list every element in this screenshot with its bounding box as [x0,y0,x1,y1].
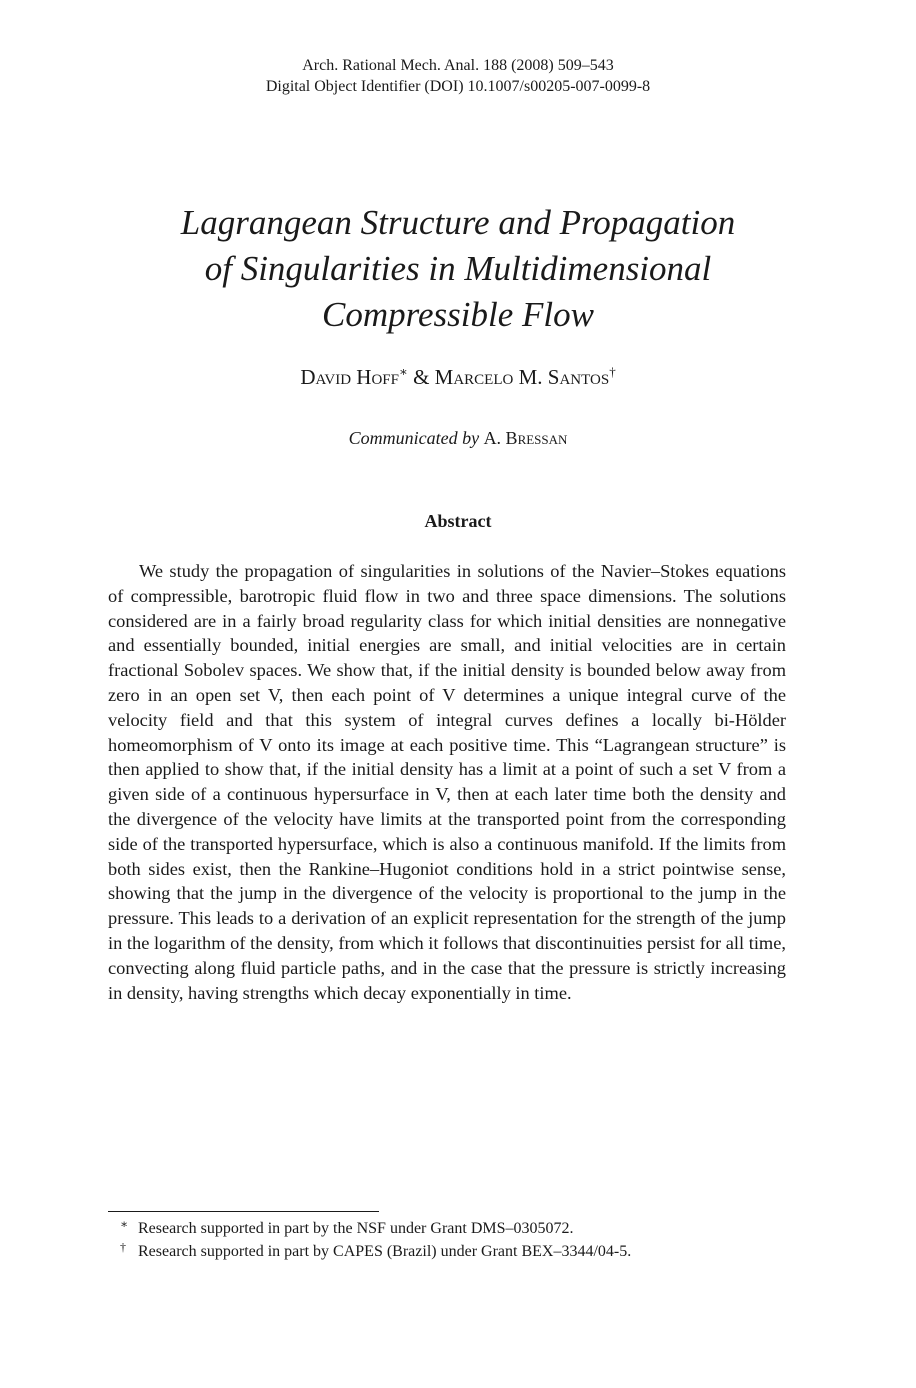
journal-citation: Arch. Rational Mech. Anal. 188 (2008) 509–543 [302,57,614,74]
footnote-2-text: Research supported in part by CAPES (Brazil) under Grant BEX–3344/04-5. [138,1243,632,1260]
footnote-1: ∗ Research supported in part by the NSF under Grant DMS–0305072. [120,1217,574,1237]
author-hoff: David Hoff [300,365,399,389]
doi-line: Digital Object Identifier (DOI) 10.1007/s00205-007-0099-8 [265,78,651,95]
author-hoff-footnote-mark: ∗ [398,364,408,379]
communicating-editor: A. Bressan [483,428,568,448]
author-santos: Marcelo M. Santos [434,365,610,389]
paper-title [130,200,786,338]
title-line-3: Compressible Flow [322,295,594,334]
abstract-heading: Abstract [424,511,492,531]
author-line [0,363,916,391]
title-line-2: of Singularities in Multidimensional [204,249,712,288]
communicated-by [0,426,916,450]
footnotes [120,1217,800,1263]
journal-header [0,55,916,97]
title-line-1: Lagrangean Structure and Propagation [180,203,736,242]
communicated-prefix: Communicated by [348,428,480,448]
footnote-rule [108,1211,379,1212]
footnote-2: † Research supported in part by CAPES (Brazil) under Grant BEX–3344/04-5. [120,1240,632,1260]
author-santos-footnote-mark: † [609,364,616,379]
footnote-1-text: Research supported in part by the NSF under Grant DMS–0305072. [138,1220,574,1237]
author-separator: & [413,365,430,389]
abstract-text: We study the propagation of singularities in solutions of the Navier–Stokes equations of compressible, barotropic fluid flow in two and three space dimensions. The solutions considered are in a fairly broad regularity class for which initial densities are nonnegative and essentially bounded, initial energies are small, and initial velocities are in certain fractional Sobolev spaces. We show that, if the initial density is bounded below away from zero in an open set V, then each point of V determines a unique integral curve of the velocity field and that this system of integral curves defines a locally bi-Hölder homeomorphism of V onto its image at each positive time. This “Lagrangean structure” is then applied to show that, if the initial density has a limit at a point of such a set V from a given side of a continuous hypersurface in V, then at each later time both the density and the divergence of the velocity have limits at the transported point from the corresponding side of the transported hypersurface, which is also a continuous manifold. If the limits from both sides exist, then the Rankine–Hugoniot conditions hold in a strict pointwise sense, showing that the jump in the divergence of the velocity is proportional to the jump in the pressure. This leads to a derivation of an explicit representation for the strength of the jump in the logarithm of the density, from which it follows that discontinuities persist for all time, convecting along fluid particle paths, and in the case that the pressure is strictly increasing in density, having strengths which decay exponentially in time. [108,561,786,1003]
